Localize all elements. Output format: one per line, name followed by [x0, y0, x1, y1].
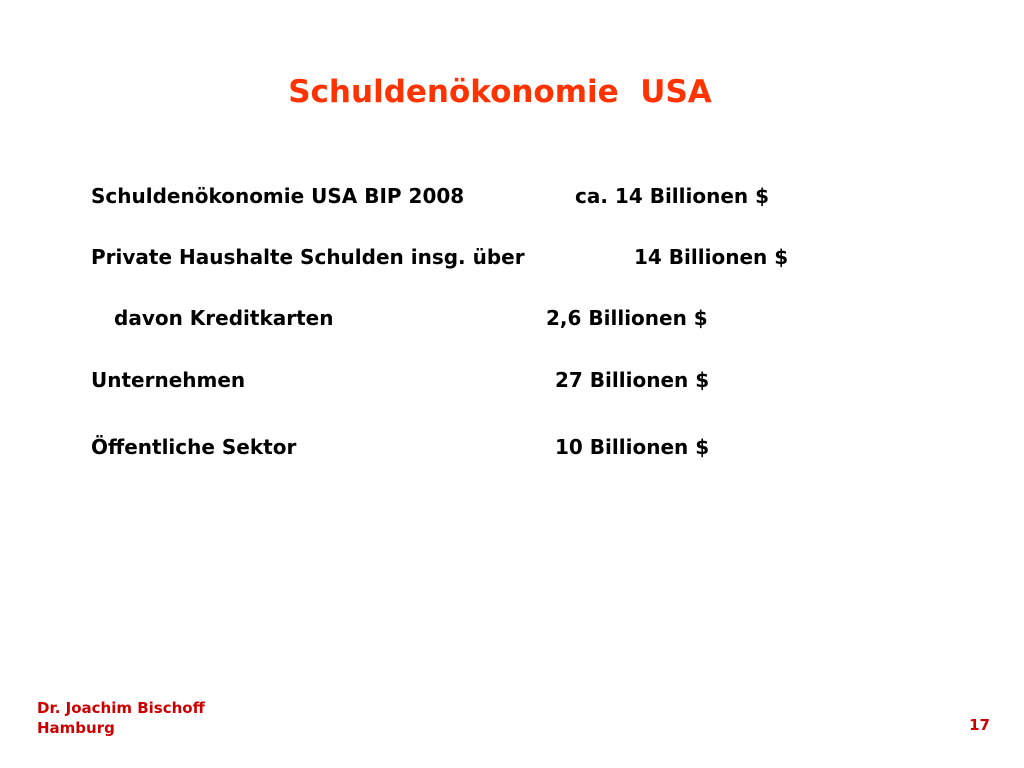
author-city: Hamburg: [37, 719, 115, 737]
row-value-public-sector: 10 Billionen $: [555, 435, 710, 459]
row-label-credit-cards: davon Kreditkarten: [114, 306, 334, 330]
row-value-companies: 27 Billionen $: [555, 368, 710, 392]
row-value-gdp: ca. 14 Billionen $: [575, 184, 770, 208]
page-number: 17: [969, 716, 990, 734]
row-value-credit-cards: 2,6 Billionen $: [546, 306, 708, 330]
row-label-companies: Unternehmen: [91, 368, 246, 392]
author-name: Dr. Joachim Bischoff: [37, 699, 205, 717]
row-label-households: Private Haushalte Schulden insg. über: [91, 245, 525, 269]
footer-author: [37, 698, 205, 738]
row-label-gdp: Schuldenökonomie USA BIP 2008: [91, 184, 465, 208]
row-value-households: 14 Billionen $: [634, 245, 789, 269]
row-label-public-sector: Öffentliche Sektor: [91, 435, 297, 459]
slide-title: Schuldenökonomie USA: [288, 74, 712, 110]
